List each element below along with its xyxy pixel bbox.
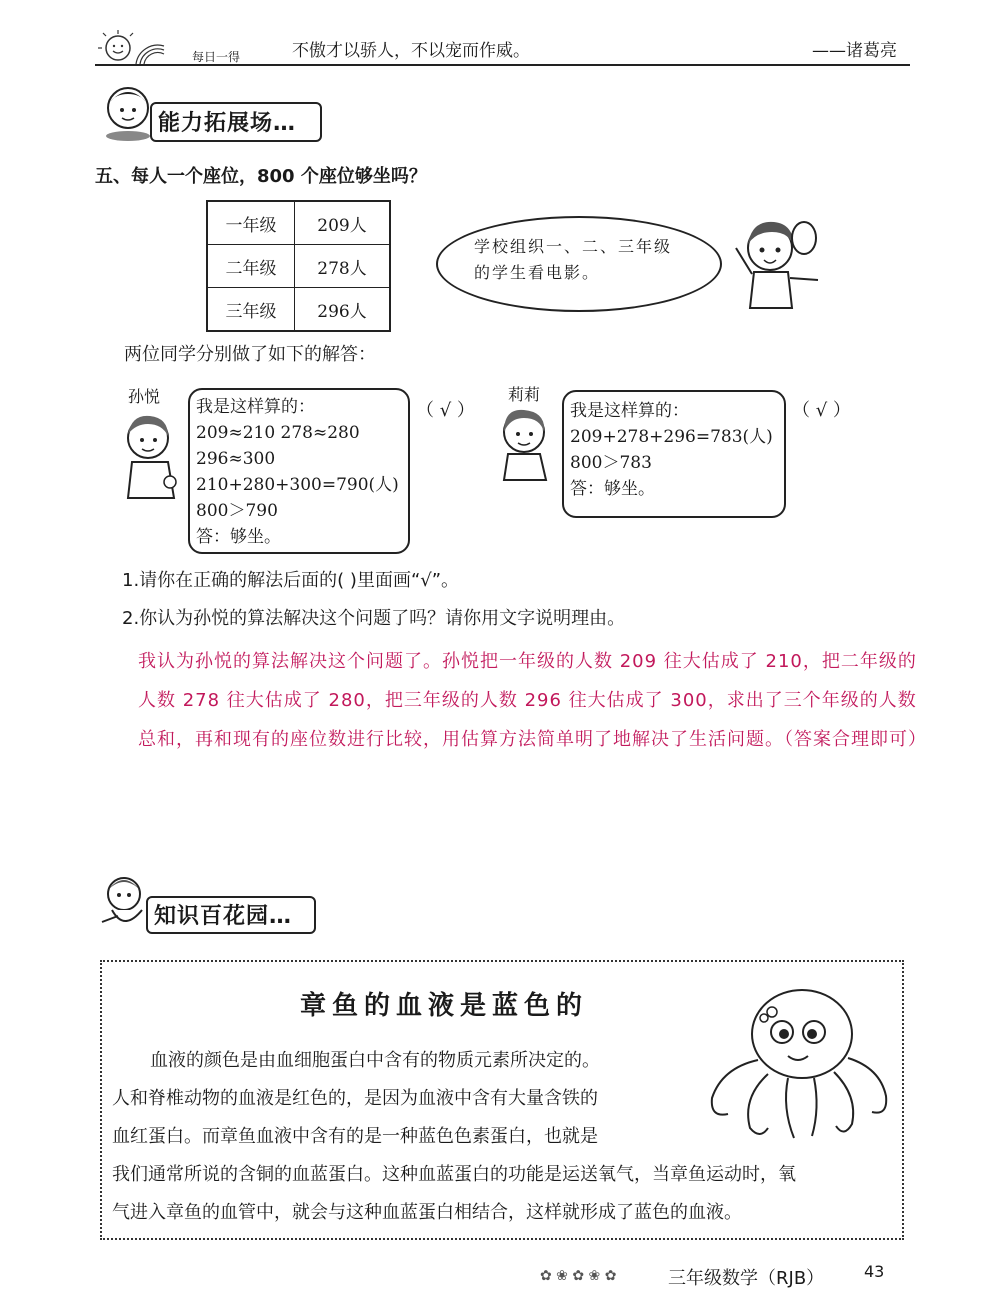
knowledge-line: 血液的颜色是由血细胞蛋白中含有的物质元素所决定的。 bbox=[150, 1050, 600, 1071]
knowledge-line: 气进入章鱼的血管中，就会与这种血蓝蛋白相结合，这样就形成了蓝色的血液。 bbox=[112, 1202, 742, 1223]
student-name-lili: 莉莉 bbox=[508, 385, 541, 404]
octopus-icon bbox=[702, 978, 892, 1148]
knowledge-line: 人和脊椎动物的血液是红色的，是因为血液中含有大量含铁的 bbox=[112, 1088, 598, 1109]
check-mark-lili: （ √ ） bbox=[792, 400, 851, 421]
section-title-knowledge: 知识百花园… bbox=[154, 904, 293, 929]
speech-line: 的学生看电影。 bbox=[474, 263, 601, 282]
count-cell: 296人 bbox=[295, 288, 391, 332]
calc-line: 答：够坐。 bbox=[570, 479, 655, 499]
grade-cell: 二年级 bbox=[207, 245, 295, 288]
calc-line: 答：够坐。 bbox=[196, 527, 281, 547]
header-rule bbox=[95, 64, 910, 66]
solution-text-sunyue bbox=[196, 394, 399, 550]
subquestion-2: 2.你认为孙悦的算法解决这个问题了吗？请你用文字说明理由。 bbox=[122, 608, 626, 629]
daily-tag: 每日一得 bbox=[192, 50, 241, 64]
knowledge-line: 血红蛋白。而章鱼血液中含有的是一种蓝色色素蛋白，也就是 bbox=[112, 1126, 598, 1147]
girl-teacher-icon bbox=[722, 208, 826, 312]
table-row bbox=[207, 288, 390, 332]
page-number: 43 bbox=[864, 1262, 885, 1281]
boy-student-icon bbox=[118, 406, 184, 502]
calc-line: 296≈300 bbox=[196, 449, 276, 469]
girl-student-icon bbox=[490, 402, 560, 482]
solution-text-lili bbox=[570, 398, 773, 502]
table-row bbox=[207, 245, 390, 288]
header-author: ——诸葛亮 bbox=[812, 41, 897, 61]
student-name-sunyue: 孙悦 bbox=[128, 387, 161, 406]
calc-line: 209+278+296=783(人) bbox=[570, 427, 773, 447]
speech-line: 学校组织一、二、三年级 bbox=[474, 237, 673, 256]
knowledge-line: 我们通常所说的含铜的血蓝蛋白。这种血蓝蛋白的功能是运送氧气，当章鱼运动时，氧 bbox=[112, 1164, 796, 1185]
calc-line: 800＞783 bbox=[570, 453, 652, 473]
grade-cell: 三年级 bbox=[207, 288, 295, 332]
calc-line: 210+280+300=790(人) bbox=[196, 475, 399, 495]
calc-line: 我是这样算的： bbox=[570, 401, 689, 421]
header-motto: 不傲才以骄人，不以宠而作威。 bbox=[292, 41, 530, 61]
intro-text: 两位同学分别做了如下的解答： bbox=[124, 344, 376, 365]
knowledge-title: 章鱼的血液是蓝色的 bbox=[300, 991, 589, 1021]
footer-label: 三年级数学（RJB） bbox=[668, 1268, 825, 1289]
calc-line: 800＞790 bbox=[196, 501, 278, 521]
calc-line: 我是这样算的： bbox=[196, 397, 315, 417]
count-cell: 278人 bbox=[295, 245, 391, 288]
flower-decoration-icon: ✿ ❀ ✿ ❀ ✿ bbox=[540, 1268, 617, 1284]
count-cell: 209人 bbox=[295, 201, 391, 245]
sun-rainbow-icon bbox=[96, 26, 166, 66]
grade-cell: 一年级 bbox=[207, 201, 295, 245]
speech-bubble-text bbox=[474, 234, 672, 286]
grade-table bbox=[206, 200, 391, 332]
subquestion-1: 1.请你在正确的解法后面的( )里面画“√”。 bbox=[122, 570, 460, 591]
calc-line: 209≈210 278≈280 bbox=[196, 423, 360, 443]
section-title-ability: 能力拓展场… bbox=[158, 111, 297, 136]
check-mark-sunyue: （ √ ） bbox=[416, 400, 475, 421]
handwritten-answer: 我认为孙悦的算法解决这个问题了。孙悦把一年级的人数 209 往大估成了 210，把二年级的人数 278 往大估成了 280，把三年级的人数 296 往大估成了 300，求出了三个年级的人数总和，再和现有的座位数进行比较，用估算方法简单明了地解决了生活问题。（答案合理即可） bbox=[138, 651, 927, 750]
table-row bbox=[207, 201, 390, 245]
question-5-title: 五、每人一个座位，800 个座位够坐吗？ bbox=[95, 166, 427, 187]
mascot-icon bbox=[100, 80, 156, 142]
